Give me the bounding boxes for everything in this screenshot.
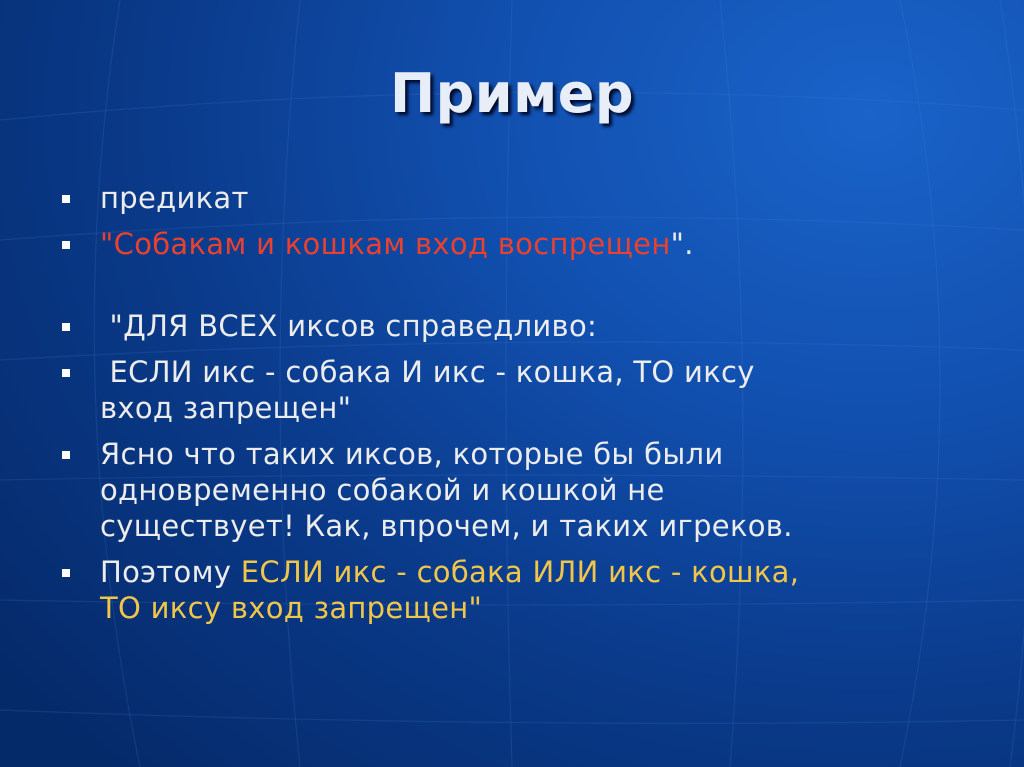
bullet-line-1: Ясно что таких иксов, которые бы были [100,437,724,471]
bullet-square-icon [62,369,70,377]
bullet-square-icon [62,241,70,249]
highlight-yellow-line-1: ЕСЛИ икс - собака ИЛИ икс - кошка, [240,555,800,589]
bullet-list [60,180,960,636]
bullet-item-if-and [60,354,960,426]
bullet-line-2: вход запрещен" [100,391,352,425]
quote-open: " [100,227,114,261]
bullet-prefix: Поэтому [100,555,241,589]
bullet-item-predicate [60,180,960,216]
bullet-line-2: одновременно собакой и кошкой не [100,473,665,507]
bullet-line-3: существует! Как, впрочем, и таких игреков. [100,509,793,543]
highlight-red-text: Собакам и кошкам вход воспрещен [113,227,671,261]
slide-title: Пример [389,62,635,125]
bullet-line-1: ЕСЛИ икс - собака И икс - кошка, ТО иксу [100,355,755,389]
bullet-square-icon [62,323,70,331]
highlight-yellow-line-2: ТО иксу вход запрещен" [100,591,483,625]
quote-close: ". [670,227,694,261]
bullet-text: предикат [100,181,249,215]
bullet-square-icon [62,195,70,203]
bullet-text: "ДЛЯ ВСЕХ иксов справедливо: [100,309,598,343]
bullet-item-for-all [60,308,960,344]
bullet-square-icon [62,569,70,577]
bullet-item-clearly [60,436,960,544]
bullet-item-therefore [60,554,960,626]
bullet-item-quote [60,226,960,262]
bullet-square-icon [62,451,70,459]
